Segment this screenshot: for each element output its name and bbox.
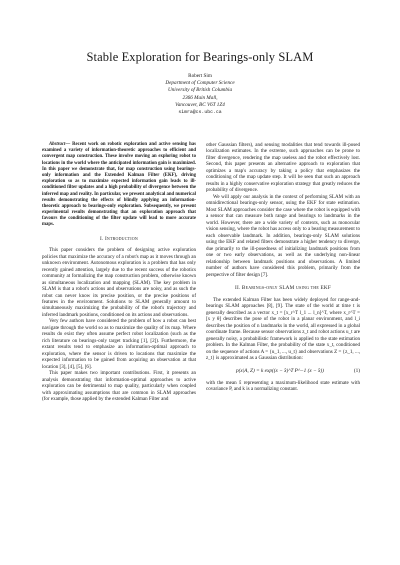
section-heading-introduction	[42, 236, 196, 242]
right-column	[206, 142, 360, 393]
left-column	[42, 142, 196, 403]
author-university: University of British Columbia	[167, 87, 233, 94]
author-street: 2366 Main Mall,	[182, 94, 218, 101]
intro-paragraph: This paper makes two important contributions. First, it presents an analysis demonstrating that information-optimal approaches to active exploration can be detrimental to map quality, particularly when coupled with approximating assumptions that are common in SLAM approaches (for example, those applied by the extended Kalman Filter and	[42, 370, 196, 403]
equation-body: p(x|A, Z) = k exp((x − x̂)^T P^−1 (x − x̂))	[235, 367, 324, 374]
body-paragraph: We will apply our analysis in the context of performing SLAM with an omnidirectional bearings-only sensor, using the EKF for state estimation. Most SLAM approaches consider the case where the robot is equipped with a sensor that can measure both range and bearings to landmarks in the world. However, there are a wide variety of contexts, such as monocular vision sensing, where the robot has access only to a bearing measurement to each observable landmark. In addition, bearings-only SLAM solutions using the EKF and related filters demonstrate a higher tendency to diverge, due primarily to the ill-posedness of initializing landmark positions from one or two early observations, as well as the underlying non-linear relationship between landmark positions and observations. A limited number of authors have considered this problem, primarily from the perspective of filter design [7].	[206, 193, 360, 278]
section-number: II.	[235, 285, 241, 292]
section-heading-bearings-only	[206, 285, 360, 291]
author-department: Department of Computer Science	[165, 80, 235, 87]
intro-paragraph: Very few authors have considered the problem of how a robot can best navigate through the world so as to maximize the quality of its map. Where results do exist they often assume perfect robot localization (such as the rich literature on bearings-only target tracking [1], [2]). Furthermore, the extant results tend to emphasize an information-optimal approach to exploration, where the sensor is driven to locations that maximize the expected information to be gained from acquiring an observation at that location [3], [4], [5], [6].	[42, 318, 196, 370]
author-block	[0, 73, 400, 116]
abstract	[42, 142, 196, 229]
post-equation-text: with the mean x̂ representing a maximum-likelihood state estimate with covariance P, and k is a normalizing constant.	[206, 379, 360, 393]
author-name: Robert Sim	[188, 73, 212, 79]
author-email: simra@cs.ubc.ca	[178, 110, 222, 116]
author-city: Vancouver, BC V6T 1Z4	[175, 101, 225, 108]
section-number: I.	[100, 235, 104, 242]
abstract-lead: Abstract	[49, 142, 66, 147]
paper-title: Stable Exploration for Bearings-only SLAM	[86, 50, 314, 64]
section-title: Introduction	[104, 235, 138, 242]
equation-number: (1)	[353, 367, 360, 374]
abstract-text: — Recent work on robotic exploration and active sensing has examined a variety of information-theoretic approaches to efficient and convergent map construction. These involve moving an exploring robot to locations in the world where the anticipated information gain is maximized. In this paper we demonstrate that, for map construction using bearings-only information and the Extended Kalman Filter (EKF), driving exploration so as to maximize expected information gain leads to ill-conditioned filter updates and a high probability of divergence between the inferred map and reality. In particular, we present analytical and numerical results demonstrating the effects of blindly applying an information-theoretic approach to bearings-only exploration. Subsequently, we present experimental results demonstrating that an exploration approach that favours the conditioning of the filter update will lead to more accurate maps.	[42, 142, 196, 228]
body-paragraph: other Gaussian filters), and sensing modalities that tend towards ill-posed localization estimates. In the extreme, such approaches can be prone to filter divergence, rendering the map useless and the robot effectively lost. Second, this paper presents an alternative approach to exploration that optimizes a map's accuracy by taking a policy that emphasizes the conditioning of the map update step. It will be seen that such an approach results in a highly conservative exploration strategy that greatly reduces the probability of divergence.	[206, 142, 360, 194]
section-title: Bearings-only SLAM using the EKF	[241, 285, 331, 292]
intro-paragraph: This paper considers the problem of designing active exploration policies that maximize the accuracy of a robot's map as it moves through an unknown environment. Autonomous exploration is a problem that has only recently gained attention, largely due to the recent success of the robotics community at formalizing the map construction problem, otherwise known as simultaneous localization and mapping (SLAM). The key problem in SLAM is that a robot's actions and observations are noisy, and as such the robot can never know its precise position, or the precise positions of features in the environment. Solutions to SLAM generally amount to simultaneously maximizing the probability of the robot's trajectory and inferred landmark positions, conditioned on its actions and observations.	[42, 247, 196, 318]
equation-1	[206, 368, 360, 374]
section2-paragraph: The extended Kalman Filter has been widely deployed for range-and-bearings SLAM approaches [8], [9]. The state of the world at time t is generally described as a vector x_t = [x_r^T l_1 ... l_n]^T, where x_r^T = [x y θ] describes the pose of the robot in a planar environment, and l_i describes the position of n landmarks in the world, all expressed in a global coordinate frame. Because sensor observations z_t and robot actions u_t are generally noisy, a probabilistic framework is applied to the state estimation problem. In the Kalman Filter, the probability of the state x_t, conditioned on the sequence of actions A = {u_1, ..., u_t} and observations Z = {z_1, ..., z_t} is approximated as a Gaussian distribution:	[206, 296, 360, 362]
